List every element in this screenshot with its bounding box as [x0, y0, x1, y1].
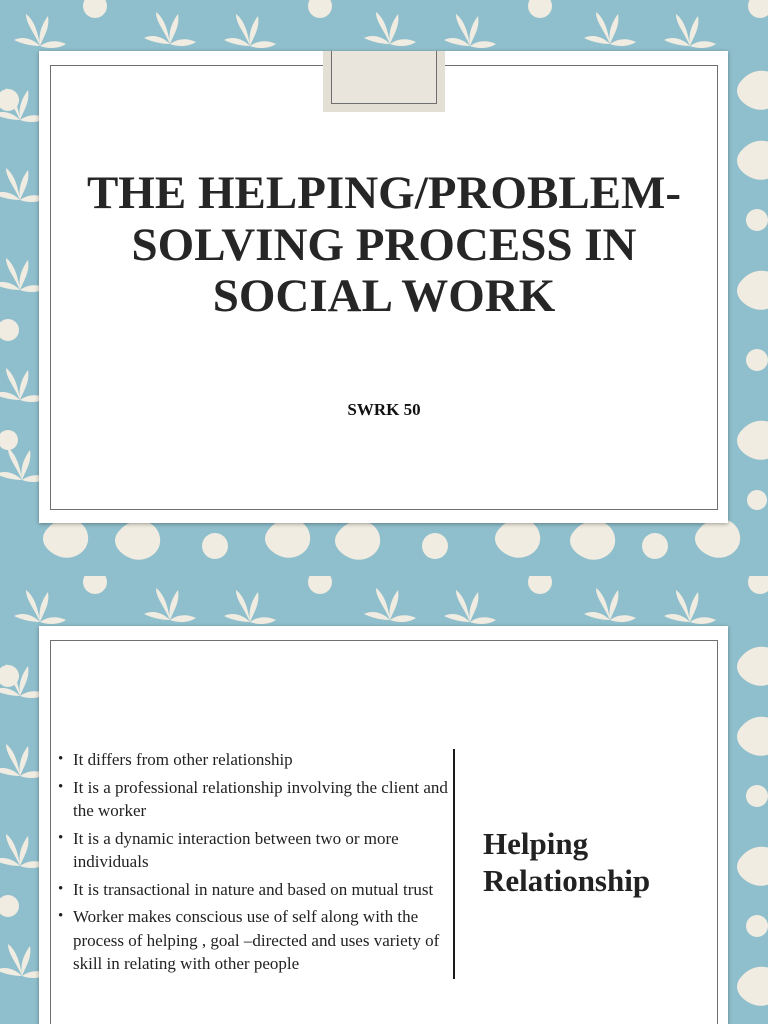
list-item: • Worker makes conscious use of self along with the process of helping , goal –directed and uses variety of skill in relating with other people: [56, 905, 468, 976]
list-item: • It is transactional in nature and based on mutual trust: [56, 878, 468, 902]
slide-title: THE HELPING/PROBLEM-SOLVING PROCESS IN SOCIAL WORK: [86, 167, 682, 323]
list-item: • It is a dynamic interaction between two or more individuals: [56, 827, 468, 874]
card-tab-inner: [331, 51, 437, 104]
slide-subtitle: SWRK 50: [347, 400, 421, 419]
card-tab: [323, 51, 445, 112]
vertical-divider: [453, 749, 455, 979]
slide-heading: Helping Relationship: [483, 826, 651, 898]
content-slide: [0, 576, 768, 1024]
list-item: • It differs from other relationship: [56, 748, 468, 772]
bullet-list: [56, 748, 468, 980]
list-item: • It is a professional relationship involving the client and the worker: [56, 776, 468, 823]
